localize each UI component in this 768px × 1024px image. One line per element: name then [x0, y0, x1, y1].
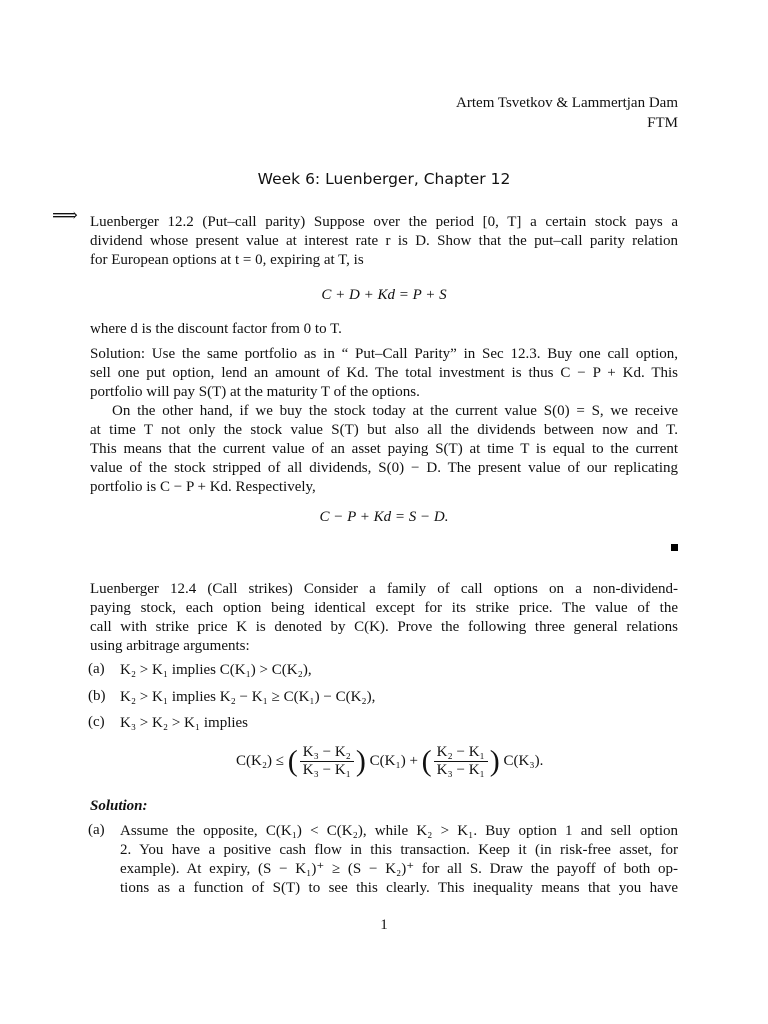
solution1-equation: C − P + Kd = S − D.	[319, 509, 449, 525]
right-arrow-icon: ⟹	[52, 205, 78, 225]
solution1-line-4: On the other hand, if we buy the stock today at the current value S(0) = S, we receive	[112, 403, 678, 419]
problem1-line-3: for European options at t = 0, expiring at T, is	[90, 252, 364, 268]
authors: Artem Tsvetkov & Lammertjan Dam	[456, 95, 678, 111]
solution1-line-3: portfolio will pay S(T) at the maturity T of the options.	[90, 384, 420, 400]
item-b-text: K₂ > K₁ implies K₂ − K₁ ≥ C(K₁) − C(K₂),	[120, 689, 376, 705]
solution1-line-6: This means that the current value of an asset paying S(T) at time T is equal to the current	[90, 441, 678, 457]
solution1-line-2: sell one put option, lend an amount of Kd. The total investment is thus C − P + Kd. This	[90, 365, 678, 381]
solution2-a-label: (a)	[88, 822, 105, 838]
page-title: Week 6: Luenberger, Chapter 12	[257, 170, 511, 188]
item-a-text: K₂ > K₁ implies C(K₁) > C(K₂),	[120, 662, 312, 678]
problem1-line-1: Luenberger 12.2 (Put–call parity) Suppose over the period [0, T] a certain stock pays a	[90, 214, 678, 230]
item-c-text: K₃ > K₂ > K₁ implies	[120, 715, 249, 731]
eq-mid: C(K₁) +	[369, 753, 418, 769]
solution2-line-2: 2. You have a positive cash flow in this transaction. Keep it (in risk-free asset, for	[120, 842, 678, 858]
item-b-label: (b)	[88, 688, 106, 704]
solution2-line-1: Assume the opposite, C(K₁) < C(K₂), while K₂ > K₁. Buy option 1 and sell option	[120, 823, 678, 839]
fraction-1	[300, 744, 354, 779]
solution1-line-1: Solution: Use the same portfolio as in “ Put–Call Parity” in Sec 12.3. Buy one call option,	[90, 346, 678, 362]
problem1-after: where d is the discount factor from 0 to T.	[90, 321, 342, 337]
problem1-line-2: dividend whose present value at interest rate r is D. Show that the put–call parity relation	[90, 233, 678, 249]
problem2-line-1: Luenberger 12.4 (Call strikes) Consider a family of call options on a non-dividend-	[90, 581, 678, 597]
fraction-1-numerator: K₃ − K₂	[300, 744, 354, 762]
qed-square	[671, 544, 678, 551]
solution2-heading: Solution:	[90, 798, 148, 814]
parity-equation: C + D + Kd = P + S	[321, 287, 447, 303]
fraction-2-numerator: K₂ − K₁	[434, 744, 488, 762]
eq-lhs: C(K₂) ≤	[236, 753, 285, 769]
fraction-2	[434, 744, 488, 779]
problem2-line-3: call with strike price K is denoted by C(K). Prove the following three general relations	[90, 619, 678, 635]
problem2-line-4: using arbitrage arguments:	[90, 638, 250, 654]
item-a-label: (a)	[88, 661, 105, 677]
page-number: 1	[380, 917, 388, 933]
fraction-1-denominator: K₃ − K₁	[302, 762, 351, 778]
solution1-line-5: at time T not only the stock value S(T) but also all the dividends between now and T.	[90, 422, 678, 438]
solution2-line-4: tions as a function of S(T) to see this clearly. This inequality means that you have	[120, 880, 678, 896]
fraction-2-denominator: K₃ − K₁	[436, 762, 485, 778]
solution2-line-3: example). At expiry, (S − K₁)⁺ ≥ (S − K₂)⁺ for all S. Draw the payoff of both op-	[120, 861, 678, 877]
eq-end: C(K₃).	[503, 753, 544, 769]
affiliation: FTM	[647, 115, 678, 131]
solution1-line-7: value of the stock stripped of all dividends, S(0) − D. The present value of our replicating	[90, 460, 678, 476]
solution1-line-8: portfolio is C − P + Kd. Respectively,	[90, 479, 316, 495]
problem2-line-2: paying stock, each option being identical except for its strike price. The value of the	[90, 600, 678, 616]
convexity-equation: C(K₂) ≤ ( $\frac{\text{K₃ − K₂}}{\text{K₃ − K₁}}$ ) C(K₁) + ( $\frac{\text{K₂ − K₁}}{\text{K₃ − K₁}}$ ) C(K₃).	[236, 744, 544, 778]
item-c-label: (c)	[88, 714, 105, 730]
